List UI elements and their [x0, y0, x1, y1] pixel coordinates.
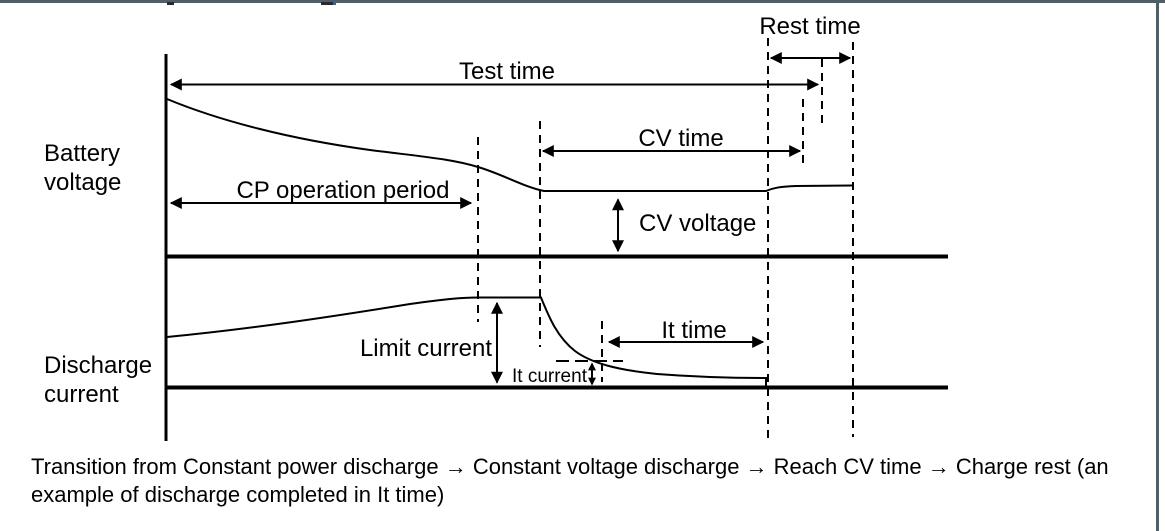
discharge-current-label-line1: Discharge — [44, 352, 153, 379]
discharge-current-label-line2: current — [44, 381, 119, 408]
it-current-label: It current — [512, 366, 587, 387]
battery-voltage-label-line2: voltage — [44, 169, 122, 196]
battery-voltage-label-line1: Battery — [44, 140, 121, 167]
caption-line2: example of discharge completed in It time) — [31, 482, 445, 507]
it-time-label: It time — [661, 317, 727, 344]
cp-operation-period-label: CP operation period — [236, 177, 450, 204]
cv-voltage-label: CV voltage — [639, 210, 757, 237]
rest-time-label: Rest time — [759, 13, 861, 40]
test-time-label: Test time — [458, 58, 556, 85]
limit-current-label: Limit current — [359, 335, 492, 362]
caption-line1: Transition from Constant power discharge → Constant voltage discharge → Reach CV time → Charge rest (an — [31, 454, 1109, 479]
caption — [31, 453, 1156, 509]
cv-time-label: CV time — [638, 125, 724, 152]
